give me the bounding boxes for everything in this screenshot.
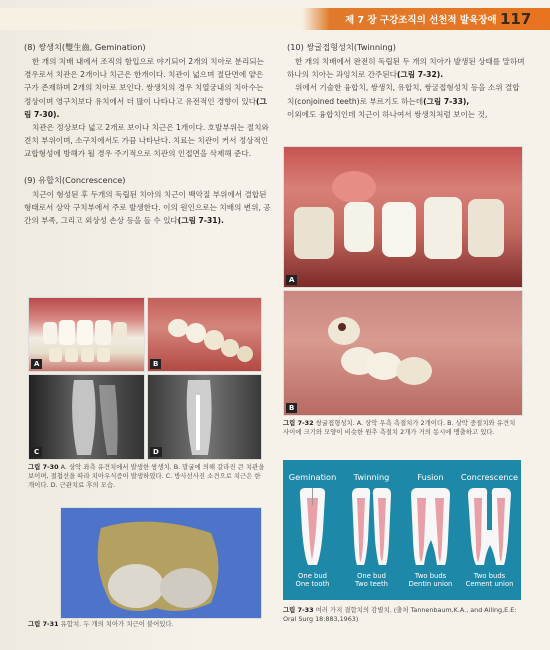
photo-7-31 [60,507,262,619]
photo-label-b: B [150,359,161,369]
photo-label-c: C [31,447,42,457]
section-8-paragraph-1: 한 개의 치배 내에서 조직의 함입으로 야기되어 2개의 치아로 분리되는 경우로서 치관은 2개이나 치근은 한개이다. 치관이 넓으며 절단면에 얕은 구가 존재하며 2개의 치아로 보인다. 쌍생치의 경우 치열궁내의 치아수는 정상이며 영구치보다 유치에서 더 많이 나타나고 유전적인 경향이 있다(그림 7-30). [24,57,267,119]
diagram-sub-fusion: Two buds Dentin union [408,572,453,588]
photo-label-b-right: B [286,403,297,413]
figure-7-32-caption: 그림 7-32 쌍굴접형성치. A. 상악 우측 측절치가 2개이다. B. 상악 중절치와 유견치 사이에 크기와 모양이 비슷한 원추 측절치 2개가 거의 동시에 맹출하고 있다. [283,419,516,436]
left-text-block [24,42,272,227]
section-8-title: (8) 쌍생치(雙生齒, Gemination) [24,42,146,52]
diagram-column-concrescence [460,460,519,600]
xray-treated-illustration [148,375,261,459]
diagram-sub-concrescence: Two buds Cement union [465,572,514,588]
diagram-column-fusion [401,460,460,600]
conjoined-teeth-diagram [283,460,521,600]
figure-7-33-caption: 그림 7-33 여러 가지 결합치의 감별치. (출처 Tannenbaum,K.A., and Alling,E.E: Oral Surg 18:883,1963) [283,606,517,623]
diagram-title-fusion: Fusion [417,472,444,482]
chapter-title: 제 7 장 구강조직의 선천적 발육장애 [345,15,497,26]
section-9-paragraph-1: 치근이 형성된 후 두개의 독립된 치아의 치근이 백악질 부위에서 결합된 형태로서 상악 구치부에서 주로 발생한다. 이의 원인으로는 치배의 변위, 공간의 부족, 그리고 외상성 손상 등을 들 수 있다(그림 7-31). [24,189,271,226]
photo-label-a-right: A [286,275,297,285]
twinning-front-illustration [284,147,522,287]
figure-7-30-caption: 그림 7-30 A. 상악 좌측 유견치에서 발생한 쌍생치. B. 말굴에 의해 갈라진 큰 치관을 보이며, 절첩선을 따라 치아우식증이 발생하였다. C. 방사선사진 소견으로 치근은 한 개이다. D. 근관치료 후의 모습. [28,463,265,489]
section-10-title: (10) 쌍굴접형성치(Twinning) [287,42,396,52]
diagram-title-concrescence: Concrescence [460,472,519,482]
diagram-title-gemination: Gemination [288,472,337,482]
diagram-title-twinning: Twinning [353,472,390,482]
photo-7-30b [147,297,262,372]
fused-tooth-illustration [61,508,261,618]
diagram-sub-twinning: One bud Two teeth [355,572,388,588]
right-text-block [287,42,525,121]
diagram-column-twinning [342,460,401,600]
xray-illustration [29,375,144,459]
teeth-occlusal-illustration [148,298,261,371]
photo-7-30d [147,374,262,460]
photo-label-d: D [150,447,162,457]
section-8-paragraph-2: 치관은 정상보다 넓고 2개로 보이나 치근은 1개이다. 호발부위는 절치와 견치 부위이며, 소구치에서도 가끔 나타난다. 치료는 치관이 커서 정상적인 교합형성에 방해가 될 경우 주기적으로 치관의 인접면을 삭제해 준다. [24,123,269,159]
photo-label-a: A [31,359,42,369]
section-10-paragraph-2: 위에서 기술한 융합치, 쌍생치, 유합치, 쌍굴접형성치 등을 소위 결합치(conjoined teeth)로 부르기도 하는데(그림 7-33), [287,83,520,106]
photo-7-32b [283,290,523,416]
twinning-occlusal-illustration [284,291,522,415]
photo-7-30c [28,374,145,460]
photo-7-32a [283,146,523,288]
teeth-front-illustration [29,298,144,371]
photo-7-30a [28,297,145,372]
section-9-title: (9) 유합치(Concrescence) [24,174,126,185]
section-10-paragraph-3: 이외에도 융합치인데 치근이 하나여서 쌍생치처럼 보이는 것, [287,109,488,119]
figure-7-31-caption: 그림 7-31 유합치. 두 개의 치아가 치근이 붙어있다. [28,620,174,628]
section-10-paragraph-1: 한 개의 치배에서 완전히 독립된 두 개의 치아가 발생된 상태를 말하며 하나의 치아는 과잉치로 간주된다(그림 7-32). [287,57,525,80]
page-number: 117 [500,10,532,28]
diagram-column-gemination [283,460,342,600]
diagram-sub-gemination: One bud One tooth [295,572,330,588]
